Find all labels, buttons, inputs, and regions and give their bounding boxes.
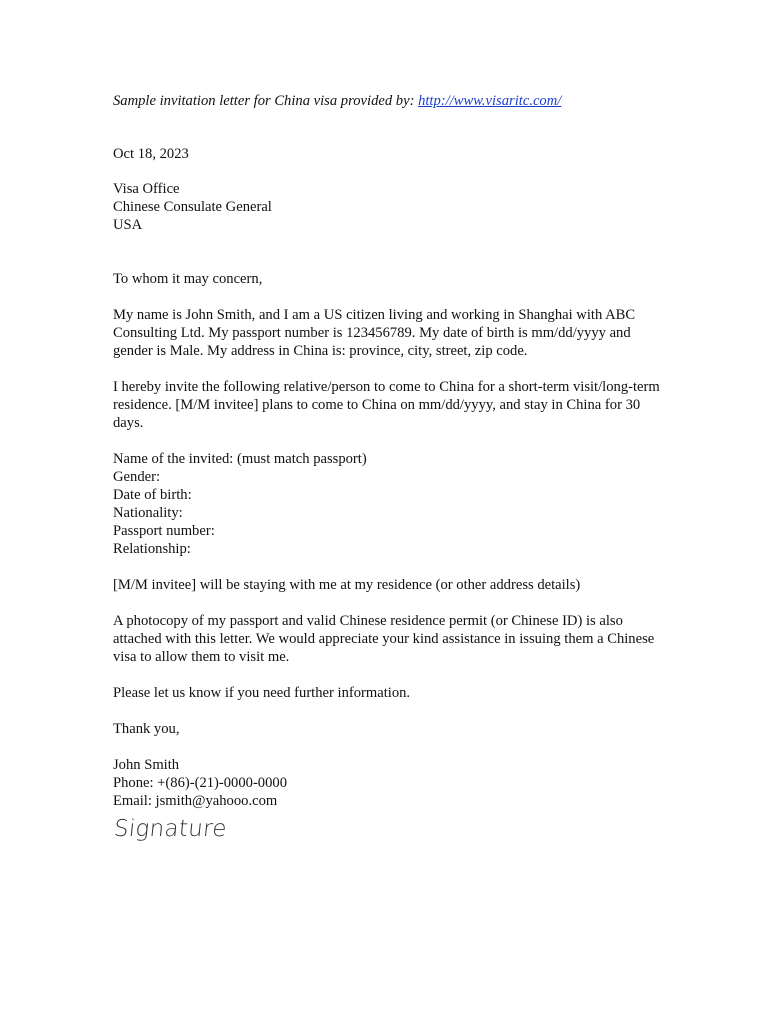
invitee-details	[113, 450, 673, 558]
source-link[interactable]: http://www.visaritc.com/	[418, 93, 562, 109]
residence-paragraph: [M/M invitee] will be staying with me at my residence (or other address details)	[113, 577, 581, 593]
letter-date: Oct 18, 2023	[113, 146, 189, 162]
sender-block	[113, 756, 673, 810]
header-intro: Sample invitation letter for China visa provided by:	[113, 93, 419, 109]
sender-email: Email: jsmith@yahooo.com	[113, 793, 278, 809]
sender-phone: Phone: +(86)-(21)-0000-0000	[113, 775, 287, 791]
signature: Signature	[112, 816, 229, 842]
closing: Thank you,	[113, 721, 180, 737]
invitee-nationality-field: Nationality:	[113, 505, 183, 521]
invitee-passport-field: Passport number:	[113, 523, 215, 539]
salutation: To whom it may concern,	[113, 271, 263, 287]
header-line	[113, 92, 673, 110]
recipient-line: USA	[113, 217, 143, 233]
recipient-line: Chinese Consulate General	[113, 199, 272, 215]
invitation-paragraph: I hereby invite the following relative/person to come to China for a short-term visit/long-term residence. [M/M invitee] plans to come to China on mm/dd/yyyy, and stay in China for 30 days.	[113, 379, 660, 431]
attachment-paragraph: A photocopy of my passport and valid Chinese residence permit (or Chinese ID) is also attached with this letter. We would appreciate your kind assistance in issuing them a Chinese visa to allow them to visit me.	[113, 613, 655, 665]
sender-name: John Smith	[113, 757, 180, 773]
recipient-address	[113, 180, 673, 234]
invitee-name-field: Name of the invited: (must match passport)	[113, 451, 367, 467]
intro-paragraph: My name is John Smith, and I am a US citizen living and working in Shanghai with ABC Consulting Ltd. My passport number is 123456789. My date of birth is mm/dd/yyyy and gender is Male. My address in China is: province, city, street, zip code.	[113, 307, 636, 359]
invitation-letter	[113, 92, 673, 841]
recipient-line: Visa Office	[113, 181, 180, 197]
invitee-gender-field: Gender:	[113, 469, 161, 485]
invitee-dob-field: Date of birth:	[113, 487, 192, 503]
invitee-relationship-field: Relationship:	[113, 541, 191, 557]
further-info-paragraph: Please let us know if you need further information.	[113, 685, 411, 701]
